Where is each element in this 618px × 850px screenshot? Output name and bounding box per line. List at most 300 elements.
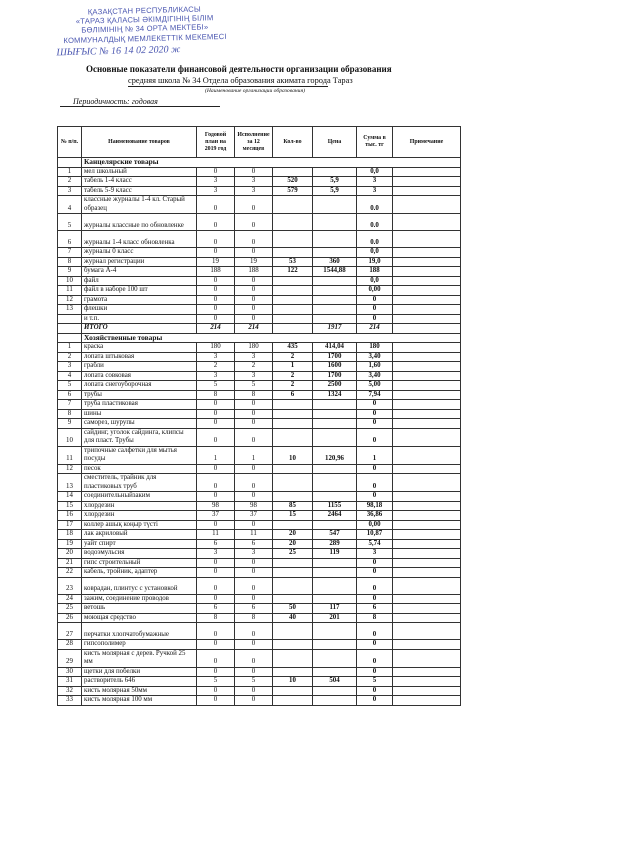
table-row: [58, 286, 461, 296]
item-name: лак акриловый: [82, 530, 197, 540]
column-header: Годовой план на 2019 год: [197, 127, 235, 158]
note-cell: [393, 549, 461, 559]
section-header-row: [58, 158, 461, 168]
plan-value: 11: [197, 530, 235, 540]
sum-value: 0: [357, 594, 393, 604]
quantity-value: [273, 667, 313, 677]
row-number: 9: [58, 419, 82, 429]
note-cell: [393, 324, 461, 334]
note-cell: [393, 381, 461, 391]
price-value: 414,04: [313, 343, 357, 353]
sum-value: 0: [357, 295, 393, 305]
column-header: Сумма в тыс. тг: [357, 127, 393, 158]
plan-value: 37: [197, 511, 235, 521]
row-number: 13: [58, 305, 82, 315]
plan-value: 6: [197, 604, 235, 614]
table-row: [58, 623, 461, 640]
execution-value: 6: [235, 539, 273, 549]
table-row: [58, 305, 461, 315]
note-cell: [393, 677, 461, 687]
quantity-value: [273, 400, 313, 410]
plan-value: 0: [197, 419, 235, 429]
execution-value: 0: [235, 428, 273, 446]
item-name: водоэмульсия: [82, 549, 197, 559]
plan-value: 3: [197, 352, 235, 362]
table-row: [58, 343, 461, 353]
quantity-value: 40: [273, 613, 313, 623]
note-cell: [393, 511, 461, 521]
plan-value: 3: [197, 371, 235, 381]
price-value: [313, 640, 357, 650]
organization-caption: (Наименование организации образования): [205, 88, 305, 94]
column-header: Цена: [313, 127, 357, 158]
sum-value: 3: [357, 549, 393, 559]
note-cell: [393, 314, 461, 324]
row-number: 14: [58, 492, 82, 502]
execution-value: 98: [235, 501, 273, 511]
sum-value: 7,94: [357, 390, 393, 400]
note-cell: [393, 613, 461, 623]
execution-value: 0: [235, 464, 273, 474]
row-number: 3: [58, 362, 82, 372]
plan-value: 0: [197, 623, 235, 640]
execution-value: 0: [235, 248, 273, 258]
sum-value: 0,00: [357, 520, 393, 530]
table-row: [58, 419, 461, 429]
total-row: [58, 324, 461, 334]
row-number: 24: [58, 594, 82, 604]
quantity-value: [273, 464, 313, 474]
note-cell: [393, 446, 461, 464]
table-row: [58, 362, 461, 372]
execution-value: 0: [235, 474, 273, 492]
row-number: 11: [58, 286, 82, 296]
price-value: 360: [313, 257, 357, 267]
row-number: 33: [58, 696, 82, 706]
row-number: 11: [58, 446, 82, 464]
sum-value: 0: [357, 558, 393, 568]
sum-value: 0: [357, 649, 393, 667]
table-row: [58, 677, 461, 687]
quantity-value: 20: [273, 530, 313, 540]
table-row: [58, 214, 461, 231]
sum-value: 1: [357, 446, 393, 464]
item-name: ветошь: [82, 604, 197, 614]
sum-value: 0: [357, 400, 393, 410]
item-name: файл в наборе 100 шт: [82, 286, 197, 296]
price-value: [313, 295, 357, 305]
plan-value: 5: [197, 381, 235, 391]
note-cell: [393, 649, 461, 667]
plan-value: 0: [197, 686, 235, 696]
note-cell: [393, 530, 461, 540]
execution-value: 3: [235, 186, 273, 196]
plan-value: 0: [197, 305, 235, 315]
row-number: 29: [58, 649, 82, 667]
plan-value: 3: [197, 186, 235, 196]
execution-value: 3: [235, 549, 273, 559]
price-value: 5,9: [313, 177, 357, 187]
price-value: 5,9: [313, 186, 357, 196]
plan-value: 180: [197, 343, 235, 353]
execution-value: 0: [235, 640, 273, 650]
outgoing-number: ШЫҒЫС № 16 14 02 2020 ж: [56, 44, 181, 59]
plan-value: 0: [197, 167, 235, 177]
quantity-value: [273, 594, 313, 604]
note-cell: [393, 568, 461, 578]
indicators-table: [57, 126, 461, 706]
plan-value: 0: [197, 568, 235, 578]
table-row: [58, 409, 461, 419]
note-cell: [393, 305, 461, 315]
plan-value: 19: [197, 257, 235, 267]
note-cell: [393, 362, 461, 372]
stamp-line: БӨЛІМІНІҢ № 34 ОРТА МЕКТЕБІ»: [81, 22, 209, 36]
execution-value: 0: [235, 305, 273, 315]
quantity-value: 20: [273, 539, 313, 549]
price-value: 1600: [313, 362, 357, 372]
price-value: 504: [313, 677, 357, 687]
note-cell: [393, 696, 461, 706]
organization-stamp: [39, 3, 250, 66]
report-title: Основные показатели финансовой деятельности организации образования: [86, 64, 392, 74]
table-row: [58, 520, 461, 530]
plan-value: 0: [197, 196, 235, 214]
plan-value: 0: [197, 314, 235, 324]
item-name: флешки: [82, 305, 197, 315]
row-number: 13: [58, 474, 82, 492]
item-name: кисть молярная 100 мм: [82, 696, 197, 706]
plan-value: 0: [197, 295, 235, 305]
table-row: [58, 177, 461, 187]
empty-cell: [58, 324, 82, 334]
quantity-value: 53: [273, 257, 313, 267]
row-number: 1: [58, 167, 82, 177]
note-cell: [393, 501, 461, 511]
table-row: [58, 558, 461, 568]
quantity-value: [273, 558, 313, 568]
note-cell: [393, 186, 461, 196]
sum-value: 3,40: [357, 352, 393, 362]
item-name: моющая средство: [82, 613, 197, 623]
item-name: журналы 1-4 класс обновленка: [82, 231, 197, 248]
execution-value: 0: [235, 520, 273, 530]
price-value: 289: [313, 539, 357, 549]
note-cell: [393, 667, 461, 677]
total-label: ИТОГО: [82, 324, 197, 334]
price-value: [313, 474, 357, 492]
plan-value: 0: [197, 400, 235, 410]
row-number: 2: [58, 177, 82, 187]
quantity-value: [273, 314, 313, 324]
table-row: [58, 640, 461, 650]
note-cell: [393, 520, 461, 530]
sum-value: 0.0: [357, 214, 393, 231]
quantity-value: [273, 623, 313, 640]
note-cell: [393, 474, 461, 492]
quantity-value: 2: [273, 381, 313, 391]
sum-value: 0: [357, 464, 393, 474]
quantity-value: [273, 419, 313, 429]
table-row: [58, 613, 461, 623]
table-row: [58, 539, 461, 549]
sum-value: 0: [357, 305, 393, 315]
sum-value: 0,0: [357, 276, 393, 286]
note-cell: [393, 464, 461, 474]
plan-value: 5: [197, 677, 235, 687]
table-row: [58, 167, 461, 177]
plan-value: 0: [197, 594, 235, 604]
stamp-line: ҚАЗАҚСТАН РЕСПУБЛИКАСЫ: [87, 4, 201, 17]
note-cell: [393, 267, 461, 277]
plan-value: 8: [197, 613, 235, 623]
empty-cell: [58, 158, 82, 168]
execution-value: 0: [235, 231, 273, 248]
quantity-value: [273, 231, 313, 248]
execution-value: 0: [235, 558, 273, 568]
note-cell: [393, 604, 461, 614]
plan-value: 98: [197, 501, 235, 511]
quantity-value: [273, 276, 313, 286]
column-header: Кол-во: [273, 127, 313, 158]
row-number: 6: [58, 390, 82, 400]
price-value: 547: [313, 530, 357, 540]
quantity-value: 1: [273, 362, 313, 372]
row-number: 27: [58, 623, 82, 640]
table-row: [58, 352, 461, 362]
row-number: 7: [58, 400, 82, 410]
quantity-value: 520: [273, 177, 313, 187]
sum-value: 0: [357, 419, 393, 429]
table-row: [58, 511, 461, 521]
price-value: [313, 667, 357, 677]
plan-value: 0: [197, 464, 235, 474]
organization-name: средняя школа № 34 Отдела образования акимата города Тараз: [128, 76, 353, 85]
quantity-value: 25: [273, 549, 313, 559]
sum-value: 0.0: [357, 196, 393, 214]
row-number: 7: [58, 248, 82, 258]
item-name: табель 1-4 класс: [82, 177, 197, 187]
plan-value: 0: [197, 409, 235, 419]
sum-value: 0: [357, 696, 393, 706]
note-cell: [393, 686, 461, 696]
note-cell: [393, 492, 461, 502]
divider: [128, 86, 328, 87]
quantity-value: [273, 568, 313, 578]
item-name: краска: [82, 343, 197, 353]
item-name: трипочные салфетки для мытья посуды: [82, 446, 197, 464]
quantity-value: 50: [273, 604, 313, 614]
note-cell: [393, 577, 461, 594]
price-value: [313, 231, 357, 248]
quantity-value: 2: [273, 352, 313, 362]
table-row: [58, 492, 461, 502]
column-header: Исполнение за 12 месяцев: [235, 127, 273, 158]
quantity-value: 435: [273, 343, 313, 353]
price-value: 120,96: [313, 446, 357, 464]
price-value: [313, 464, 357, 474]
quantity-value: 579: [273, 186, 313, 196]
table-row: [58, 390, 461, 400]
row-number: 22: [58, 568, 82, 578]
note-cell: [393, 623, 461, 640]
row-number: 8: [58, 409, 82, 419]
plan-value: 0: [197, 577, 235, 594]
sum-value: 0: [357, 686, 393, 696]
price-value: [313, 409, 357, 419]
plan-value: 1: [197, 446, 235, 464]
sum-value: 0: [357, 428, 393, 446]
sum-value: 8: [357, 613, 393, 623]
plan-value: 0: [197, 248, 235, 258]
item-name: табель 5-9 класс: [82, 186, 197, 196]
note-cell: [393, 276, 461, 286]
execution-value: 0: [235, 295, 273, 305]
section-title: Канцелярские товары: [82, 158, 461, 168]
execution-value: 180: [235, 343, 273, 353]
table-row: [58, 530, 461, 540]
row-number: 30: [58, 667, 82, 677]
note-cell: [393, 428, 461, 446]
price-value: [313, 568, 357, 578]
table-row: [58, 428, 461, 446]
sum-value: 0: [357, 314, 393, 324]
execution-value: 37: [235, 511, 273, 521]
row-number: 25: [58, 604, 82, 614]
total-plan: 214: [197, 324, 235, 334]
execution-value: 0: [235, 568, 273, 578]
item-name: лопата снегоуборочная: [82, 381, 197, 391]
price-value: [313, 400, 357, 410]
item-name: грабли: [82, 362, 197, 372]
execution-value: 0: [235, 419, 273, 429]
row-number: 10: [58, 428, 82, 446]
quantity-value: [273, 474, 313, 492]
quantity-value: [273, 686, 313, 696]
table-row: [58, 577, 461, 594]
row-number: 4: [58, 196, 82, 214]
price-value: [313, 419, 357, 429]
plan-value: 0: [197, 520, 235, 530]
sum-value: 6: [357, 604, 393, 614]
item-name: соединительныйзаким: [82, 492, 197, 502]
note-cell: [393, 390, 461, 400]
row-number: 5: [58, 381, 82, 391]
table-row: [58, 474, 461, 492]
quantity-value: [273, 577, 313, 594]
item-name: гипсополимер: [82, 640, 197, 650]
execution-value: 3: [235, 352, 273, 362]
execution-value: 0: [235, 594, 273, 604]
table-row: [58, 186, 461, 196]
item-name: грамота: [82, 295, 197, 305]
execution-value: 8: [235, 390, 273, 400]
row-number: 9: [58, 267, 82, 277]
execution-value: 0: [235, 696, 273, 706]
price-value: [313, 276, 357, 286]
sum-value: 0.0: [357, 231, 393, 248]
price-value: 1544,88: [313, 267, 357, 277]
item-name: перчатки хлопчатобумажные: [82, 623, 197, 640]
sum-value: 0,0: [357, 248, 393, 258]
table-row: [58, 696, 461, 706]
quantity-value: [273, 248, 313, 258]
table-row: [58, 686, 461, 696]
price-value: [313, 696, 357, 706]
sum-value: 0: [357, 409, 393, 419]
table-row: [58, 248, 461, 258]
table-row: [58, 604, 461, 614]
execution-value: 5: [235, 677, 273, 687]
plan-value: 3: [197, 177, 235, 187]
quantity-value: [273, 214, 313, 231]
quantity-value: [273, 520, 313, 530]
item-name: хлордезин: [82, 511, 197, 521]
quantity-value: 122: [273, 267, 313, 277]
quantity-value: 10: [273, 446, 313, 464]
stamp-line: КОММУНАЛДЫҚ МЕМЛЕКЕТТІК МЕКЕМЕСІ: [63, 31, 227, 45]
row-number: 31: [58, 677, 82, 687]
row-number: 2: [58, 352, 82, 362]
row-number: 3: [58, 186, 82, 196]
sum-value: 5,00: [357, 381, 393, 391]
price-value: [313, 196, 357, 214]
execution-value: 3: [235, 371, 273, 381]
row-number: 1: [58, 343, 82, 353]
price-value: [313, 305, 357, 315]
quantity-value: 15: [273, 511, 313, 521]
item-name: зажим, соединение проводов: [82, 594, 197, 604]
price-value: [313, 492, 357, 502]
quantity-value: 2: [273, 371, 313, 381]
stamp-line: «ТАРАЗ ҚАЛАСЫ ӘКІМДІГІНІҢ БІЛІМ: [75, 13, 214, 27]
table-row: [58, 649, 461, 667]
item-name: коллер ашық коңыр түсті: [82, 520, 197, 530]
sum-value: 0: [357, 568, 393, 578]
execution-value: 6: [235, 604, 273, 614]
price-value: 2500: [313, 381, 357, 391]
plan-value: 0: [197, 558, 235, 568]
row-number: 28: [58, 640, 82, 650]
item-name: журналы 0 класс: [82, 248, 197, 258]
execution-value: 0: [235, 400, 273, 410]
sum-value: 1,60: [357, 362, 393, 372]
execution-value: 0: [235, 314, 273, 324]
price-value: [313, 428, 357, 446]
plan-value: 2: [197, 362, 235, 372]
execution-value: 0: [235, 276, 273, 286]
item-name: кисть молярная 50мм: [82, 686, 197, 696]
note-cell: [393, 248, 461, 258]
table-header-row: [58, 127, 461, 158]
note-cell: [393, 177, 461, 187]
note-cell: [393, 295, 461, 305]
item-name: шины: [82, 409, 197, 419]
item-name: лопата совковая: [82, 371, 197, 381]
execution-value: 0: [235, 623, 273, 640]
sum-value: 36,86: [357, 511, 393, 521]
row-number: 5: [58, 214, 82, 231]
execution-value: 3: [235, 177, 273, 187]
sum-value: 0: [357, 492, 393, 502]
plan-value: 8: [197, 390, 235, 400]
item-name: гипс строительный: [82, 558, 197, 568]
table-row: [58, 276, 461, 286]
price-value: [313, 520, 357, 530]
item-name: кисть молярная с дерев. Ручкой 25 мм: [82, 649, 197, 667]
item-name: уайт спирт: [82, 539, 197, 549]
note-cell: [393, 214, 461, 231]
